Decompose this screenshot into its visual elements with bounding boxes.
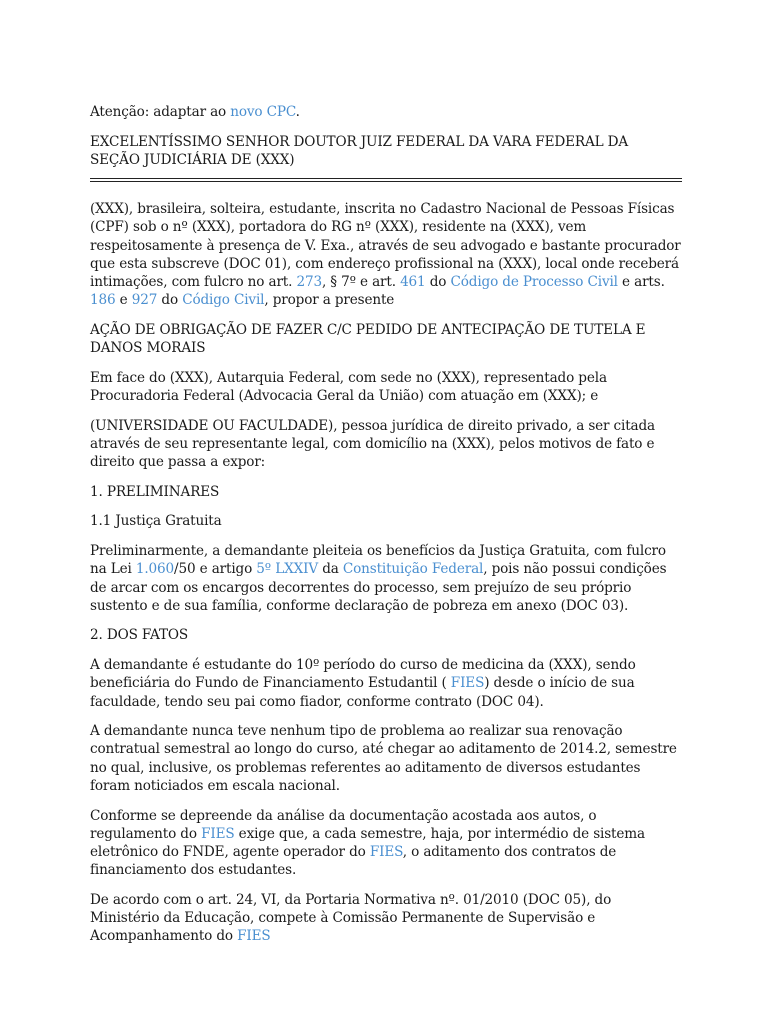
constituicao-federal-link[interactable]: Constituição Federal [342, 561, 484, 578]
intro-paragraph: (XXX), brasileira, solteira, estudante, inscrita no Cadastro Nacional de Pessoas Físicas (CPF) sob o nº (XXX), portadora do RG nº (XXX), residente na (XXX), vem respeitosamente à presença de V. Exa., através de seu advogado e bastante procurador que esta subscreve (DOC 01), com endereço profissional na (XXX), local onde receberá intimações, com fulcro no art. 273, § 7º e art. 461 do Código de Processo Civil e arts. 186 e 927 do Código Civil, propor a presente [90, 201, 681, 309]
art-927-link[interactable]: 927 [131, 292, 158, 309]
action-title: AÇÃO DE OBRIGAÇÃO DE FAZER C/C PEDIDO DE ANTECIPAÇÃO DE TUTELA E DANOS MORAIS [90, 321, 646, 357]
fies-link[interactable]: FIES [369, 844, 403, 860]
preliminary-paragraph: Preliminarmente, a demandante pleiteia os benefícios da Justiça Gratuita, com fulcro na Lei 1.060/50 e artigo 5º LXXIV da Constituição Federal, pois não possui condições de arcar com os encargos decorrentes do processo, sem prejuízo de seu próprio sustento e de sua família, conforme declaração de pobreza em anexo (DOC 03). [90, 543, 667, 614]
novo-cpc-link[interactable]: novo CPC [230, 104, 296, 120]
codigo-processo-civil-link[interactable]: Código de Processo Civil [450, 273, 618, 290]
fies-link[interactable]: FIES [237, 928, 271, 945]
double-divider [90, 178, 682, 183]
document-body [90, 103, 682, 957]
lei-1060-link[interactable]: 1.060 [135, 561, 175, 578]
art-273-link[interactable]: 273 [296, 273, 322, 290]
section-heading-dos-fatos: 2. DOS FATOS [90, 627, 189, 644]
divider-line [90, 178, 682, 179]
defendant-2-paragraph: (UNIVERSIDADE OU FACULDADE), pessoa jurídica de direito privado, a ser citada através de seu representante legal, com domicílio na (XXX), pelos motivos de fato e direito que passa a expor: [90, 417, 655, 471]
facts-paragraph-2: A demandante nunca teve nenhum tipo de problema ao realizar sua renovação contratual semestral ao longo do curso, até chegar ao aditamento de 2014.2, semestre no qual, inclusive, os problemas referentes ao aditamento de diversos estudantes foram noticiados em escala nacional. [90, 723, 677, 794]
subsection-heading-justica-gratuita: 1.1 Justiça Gratuita [90, 513, 222, 530]
fies-link[interactable]: FIES [201, 825, 235, 842]
art-186-link[interactable]: 186 [90, 292, 116, 309]
fies-link[interactable]: FIES [450, 675, 485, 692]
codigo-civil-link[interactable]: Código Civil [182, 292, 265, 309]
facts-paragraph-1: A demandante é estudante do 10º período do curso de medicina da (XXX), sendo beneficiária do Fundo de Financiamento Estudantil ( FIES) desde o início de sua faculdade, tendo seu pai como fiador, conforme contrato (DOC 04). [90, 657, 636, 710]
attention-note: Atenção: adaptar ao novo CPC. [90, 104, 300, 120]
court-address: EXCELENTÍSSIMO SENHOR DOUTOR JUIZ FEDERAL DA VARA FEDERAL DA SEÇÃO JUDICIÁRIA DE (XXX) [90, 133, 629, 168]
divider-line [90, 181, 682, 182]
facts-paragraph-4: De acordo com o art. 24, VI, da Portaria Normativa nº. 01/2010 (DOC 05), do Ministério da Educação, compete à Comissão Permanente de Supervisão e Acompanhamento do FIES [90, 891, 612, 945]
section-heading-preliminares: 1. PRELIMINARES [90, 483, 220, 500]
facts-paragraph-3: Conforme se depreende da análise da documentação acostada aos autos, o regulamento do FIES exige que, a cada semestre, haja, por intermédio de sistema eletrônico do FNDE, agente operador do FIES, o aditamento dos contratos de financiamento dos estudantes. [90, 807, 645, 879]
defendant-1-paragraph: Em face do (XXX), Autarquia Federal, com sede no (XXX), representado pela Procuradoria Federal (Advocacia Geral da União) com atuação em (XXX); e [90, 369, 607, 404]
art-461-link[interactable]: 461 [400, 273, 426, 290]
art-5-lxxiv-link[interactable]: 5º LXXIV [256, 561, 319, 578]
